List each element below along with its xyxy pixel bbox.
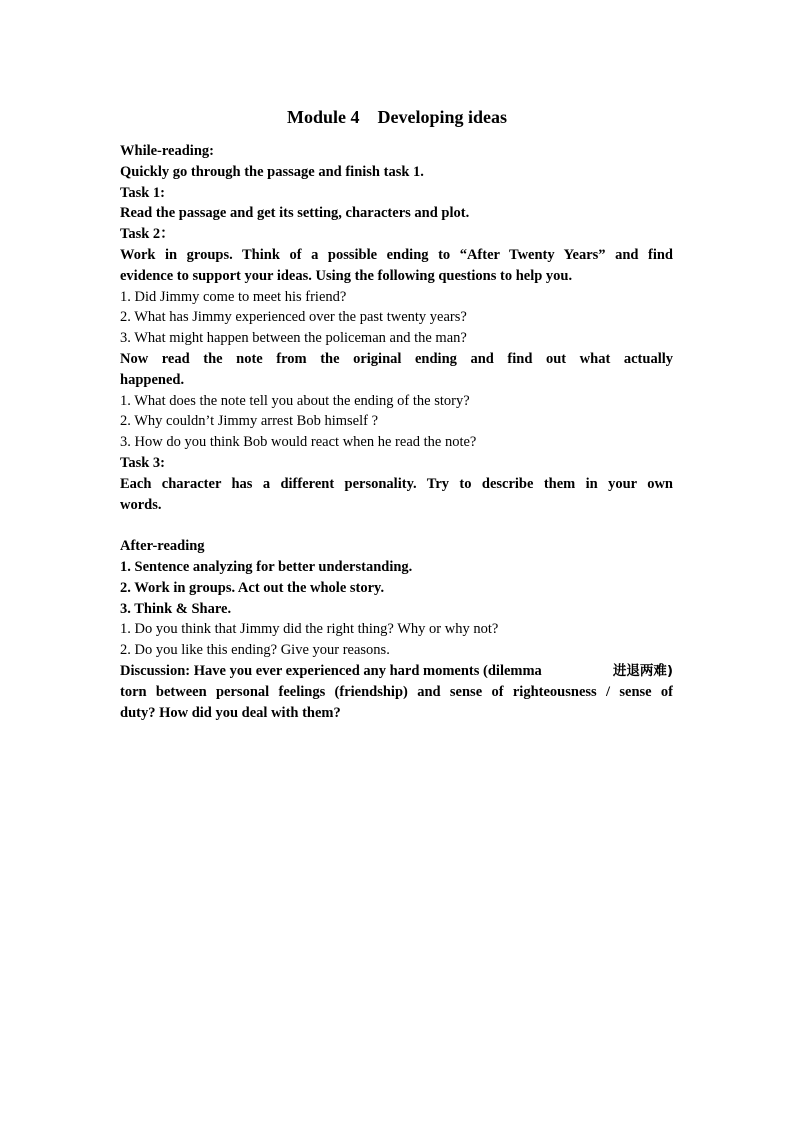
task2-instruction-line1: Work in groups. Think of a possible ending to “After Twenty Years” and find [120,246,673,263]
page-title: Module 4 Developing ideas [286,107,507,127]
question-item: 2. Do you like this ending? Give your reasons. [120,642,390,659]
after-reading-step: 2. Work in groups. Act out the whole story. [120,579,385,596]
question-item: 2. What has Jimmy experienced over the past twenty years? [120,309,467,326]
question-item: 1. Did Jimmy come to meet his friend? [120,288,347,305]
note-instruction-line1: Now read the note from the original ending and find out what actually [120,350,673,367]
question-item: 1. Do you think that Jimmy did the right thing? Why or why not? [120,621,499,638]
after-reading-step: 1. Sentence analyzing for better understanding. [120,558,413,575]
while-reading-heading: While-reading: [120,143,214,159]
worksheet-body [120,141,673,723]
question-item: 3. How do you think Bob would react when he read the note? [120,434,477,451]
task3-label: Task 3: [120,454,166,471]
after-reading-step: 3. Think & Share. [120,600,232,617]
question-item: 1. What does the note tell you about the ending of the story? [120,392,470,409]
task2-label: Task 2： [120,226,175,243]
question-item: 3. What might happen between the policeman and the man? [120,330,467,347]
task3-line1: Each character has a different personality. Try to describe them in your own [120,475,673,492]
note-instruction-line2: happened. [120,371,185,388]
task2-instruction-line2: evidence to support your ideas. Using the following questions to help you. [120,267,573,284]
discussion-line3: duty? How did you deal with them? [120,704,341,721]
question-item: 2. Why couldn’t Jimmy arrest Bob himself ? [120,413,379,430]
after-reading-heading: After-reading [120,538,205,555]
discussion-line1 [120,661,673,682]
section-spacer [120,515,673,536]
task3-line2: words. [120,496,162,513]
while-reading-intro: Quickly go through the passage and finish task 1. [120,163,424,180]
task1-instruction: Read the passage and get its setting, characters and plot. [120,205,470,222]
discussion-text: Discussion: Have you ever experienced any hard moments (dilemma [120,662,542,679]
discussion-chinese-term: 进退两难) [612,662,673,679]
task1-label: Task 1: [120,184,166,201]
discussion-line2: torn between personal feelings (friendship) and sense of righteousness / sense of [120,683,673,700]
